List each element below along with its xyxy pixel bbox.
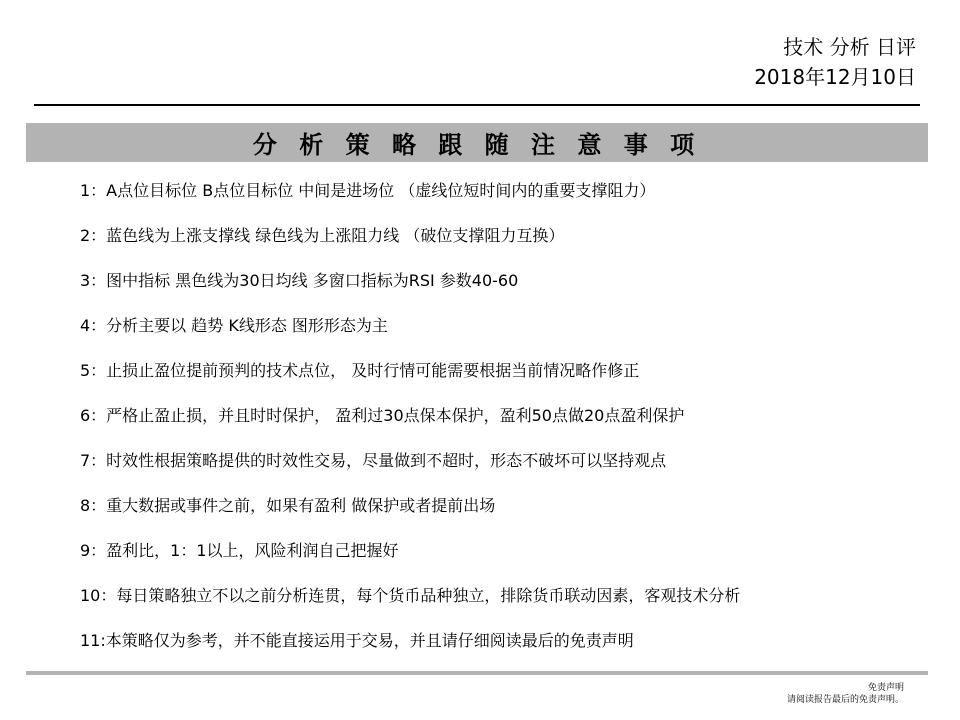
note-item: 6：严格止盈止损，并且时时保护， 盈利过30点保本保护，盈利50点做20点盈利保护 xyxy=(80,406,685,425)
note-item: 4：分析主要以 趋势 K线形态 图形形态为主 xyxy=(80,316,388,335)
note-item: 1：A点位目标位 B点位目标位 中间是进场位 （虚线位短时间内的重要支撑阻力） xyxy=(80,181,656,200)
section-title: 分 析 策 略 跟 随 注 意 事 项 xyxy=(252,131,702,159)
disclaimer xyxy=(787,682,904,706)
report-title: 技术 分析 日评 xyxy=(783,35,916,59)
disclaimer-title: 免责声明 xyxy=(867,683,904,693)
note-item: 8：重大数据或事件之前，如果有盈利 做保护或者提前出场 xyxy=(80,496,496,515)
note-item: 2：蓝色线为上涨支撑线 绿色线为上涨阻力线 （破位支撑阻力互换） xyxy=(80,226,565,245)
notes-list xyxy=(80,176,740,671)
disclaimer-text: 请阅读报告最后的免责声明。 xyxy=(786,695,904,705)
report-header xyxy=(754,32,916,92)
header-divider xyxy=(34,104,920,106)
section-title-bar xyxy=(26,123,928,162)
note-item: 7：时效性根据策略提供的时效性交易，尽量做到不超时，形态不破坏可以坚持观点 xyxy=(80,451,667,470)
note-item: 11:本策略仅为参考，并不能直接运用于交易，并且请仔细阅读最后的免责声明 xyxy=(80,631,634,650)
note-item: 10：每日策略独立不以之前分析连贯，每个货币品种独立，排除货币联动因素，客观技术分析 xyxy=(80,586,741,605)
footer-divider xyxy=(26,671,928,675)
note-item: 9：盈利比，1：1以上，风险利润自己把握好 xyxy=(80,541,399,560)
note-item: 3：图中指标 黑色线为30日均线 多窗口指标为RSI 参数40-60 xyxy=(80,271,519,290)
note-item: 5：止损止盈位提前预判的技术点位， 及时行情可能需要根据当前情况略作修正 xyxy=(80,361,640,380)
report-date: 2018年12月10日 xyxy=(754,65,916,89)
